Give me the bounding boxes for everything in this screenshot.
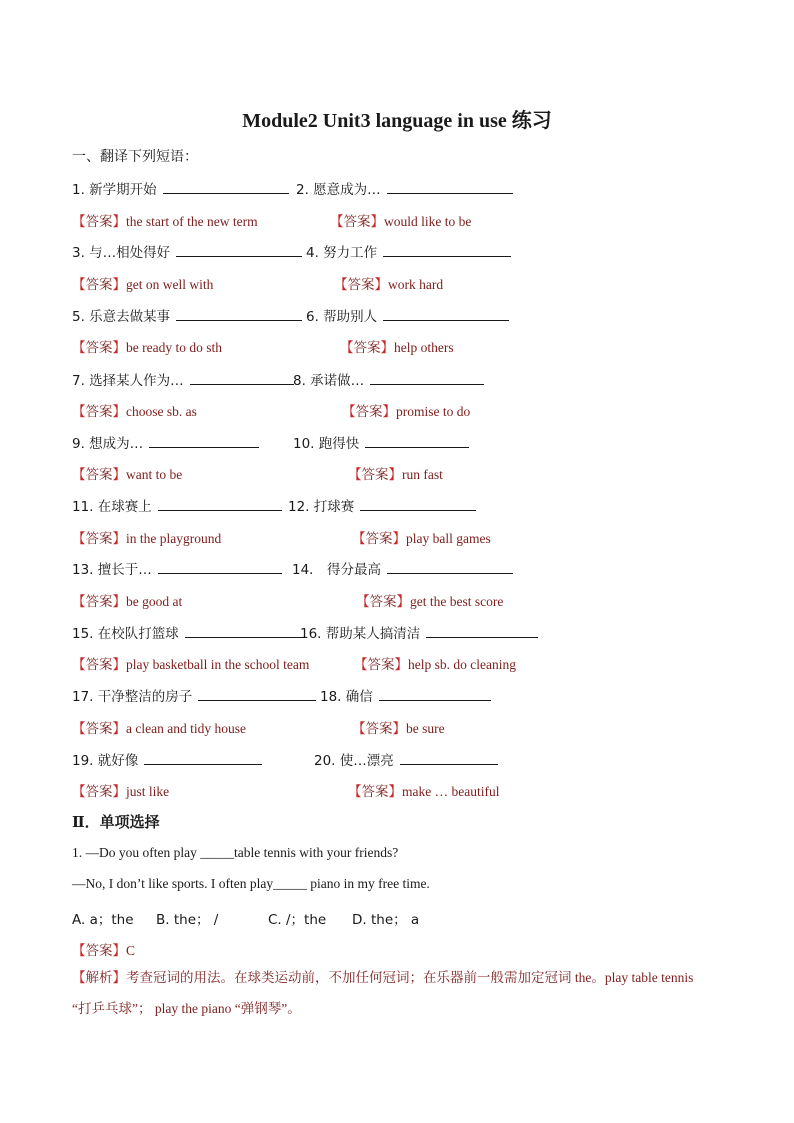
answer-tag-word: 答案 — [367, 657, 395, 673]
answer-english: promise to do — [396, 404, 471, 419]
answer-tag-open: 【 — [348, 784, 362, 800]
answer-tag — [72, 404, 126, 420]
phrase-question-6 — [306, 305, 509, 325]
mc-answer — [72, 939, 135, 959]
answer-tag — [354, 657, 408, 673]
answer-tag — [72, 277, 126, 293]
answer-tag-open: 【 — [72, 214, 86, 230]
answer-tag-open: 【 — [342, 404, 356, 420]
phrase-number: 13. — [72, 562, 98, 578]
answer-blank — [387, 559, 513, 574]
phrase-question-10 — [293, 432, 469, 452]
phrase-question-5 — [72, 305, 302, 325]
answer-tag-word: 答案 — [347, 277, 375, 293]
answer-tag — [342, 404, 396, 420]
phrase-answer-18 — [352, 717, 445, 737]
mc-question-line-2: —No, I don’t like sports. I often play_____ piano in my free time. — [72, 876, 430, 891]
answer-tag-open: 【 — [72, 657, 86, 673]
phrase-question-9 — [72, 432, 259, 452]
phrase-question-13 — [72, 558, 282, 578]
answer-tag-close: 】 — [112, 531, 126, 547]
mc-option-a: A. a；the — [72, 912, 134, 928]
answer-tag-close: 】 — [112, 657, 126, 673]
answer-blank — [400, 750, 498, 765]
answer-blank — [198, 686, 316, 701]
answer-english: a clean and tidy house — [126, 721, 246, 736]
answer-tag-open: 【 — [356, 594, 370, 610]
phrase-answer-7 — [72, 400, 197, 420]
phrase-answer-17 — [72, 717, 246, 737]
answer-tag-word: 答案 — [85, 721, 113, 737]
phrase-chinese: 努力工作 — [323, 245, 378, 261]
explain-line-2: “打乒乓球”； play the piano “弹钢琴”。 — [72, 1001, 301, 1016]
answer-tag-close: 】 — [112, 467, 126, 483]
answer-tag-close: 】 — [388, 784, 402, 800]
phrase-answer-2 — [330, 210, 471, 230]
phrase-chinese: 新学期开始 — [89, 182, 157, 198]
answer-tag-open: 【 — [72, 721, 86, 737]
answer-tag-open: 【 — [352, 531, 366, 547]
phrase-chinese: 承诺做… — [310, 373, 365, 389]
answer-english: choose sb. as — [126, 404, 197, 419]
phrase-question-8 — [293, 369, 484, 389]
section-heading-multiple-choice: Ⅱ．单项选择 — [72, 815, 160, 831]
phrase-chinese: 在校队打篮球 — [97, 626, 179, 642]
mc-option-c: C. /；the — [268, 912, 327, 928]
answer-tag-open: 【 — [354, 657, 368, 673]
answer-english: help others — [394, 340, 454, 355]
answer-blank — [144, 750, 262, 765]
phrase-number: 8. — [293, 373, 311, 389]
answer-tag-word: 答案 — [85, 340, 113, 356]
answer-english: want to be — [126, 467, 183, 482]
answer-tag-open: 【 — [348, 467, 362, 483]
phrase-answer-14 — [356, 590, 503, 610]
answer-tag-close: 】 — [380, 340, 394, 356]
phrase-answer-15 — [72, 653, 309, 673]
mc-answer-value: C — [126, 943, 136, 958]
answer-tag — [72, 467, 126, 483]
answer-english: run fast — [402, 467, 443, 482]
phrase-question-20 — [314, 749, 498, 769]
answer-blank — [426, 623, 538, 638]
answer-tag — [72, 657, 126, 673]
phrase-chinese: 跑得快 — [318, 436, 360, 452]
phrase-chinese: 选择某人作为… — [89, 373, 184, 389]
answer-blank — [383, 242, 511, 257]
phrase-number: 7. — [72, 373, 90, 389]
phrase-answer-1 — [72, 210, 258, 230]
answer-tag-word: 答案 — [369, 594, 397, 610]
phrase-question-16 — [300, 622, 538, 642]
phrase-number: 20. — [314, 753, 340, 769]
answer-blank — [149, 433, 259, 448]
phrase-number: 16. — [300, 626, 326, 642]
answer-tag-word: 答案 — [361, 784, 389, 800]
answer-tag-word: 答案 — [85, 657, 113, 673]
answer-tag-word: 答案 — [361, 467, 389, 483]
answer-tag-word: 答案 — [85, 404, 113, 420]
phrase-answer-10 — [348, 463, 443, 483]
answer-english: get on well with — [126, 277, 214, 292]
answer-blank — [387, 179, 513, 194]
phrase-question-19 — [72, 749, 262, 769]
phrase-chinese: 乐意去做某事 — [89, 309, 171, 325]
answer-english: would like to be — [384, 214, 472, 229]
answer-blank — [190, 370, 294, 385]
phrase-question-11 — [72, 495, 282, 515]
answer-tag-open: 【 — [72, 340, 86, 356]
answer-tag — [348, 784, 402, 800]
answer-english: in the playground — [126, 531, 222, 546]
answer-tag — [352, 531, 406, 547]
phrase-number: 12. — [288, 499, 314, 515]
explain-tag: 【解析】 — [72, 970, 126, 985]
phrase-chinese: 得分最高 — [326, 562, 381, 578]
phrase-number: 14． — [292, 562, 327, 578]
answer-tag-close: 】 — [392, 531, 406, 547]
answer-tag-open: 【 — [72, 531, 86, 547]
phrase-number: 6. — [306, 309, 324, 325]
phrase-question-2 — [296, 178, 513, 198]
phrase-number: 17. — [72, 689, 98, 705]
answer-blank — [176, 242, 302, 257]
answer-blank — [360, 496, 476, 511]
answer-tag-word: 答案 — [353, 340, 381, 356]
answer-tag-word: 答案 — [365, 531, 393, 547]
phrase-number: 10. — [293, 436, 319, 452]
phrase-answer-3 — [72, 273, 213, 293]
answer-tag — [330, 214, 384, 230]
answer-english: play basketball in the school team — [126, 657, 310, 672]
answer-tag-open: 【 — [330, 214, 344, 230]
phrase-number: 2. — [296, 182, 314, 198]
phrase-chinese: 在球赛上 — [97, 499, 152, 515]
phrase-number: 9. — [72, 436, 90, 452]
answer-english: help sb. do cleaning — [408, 657, 516, 672]
mc-question-line-1: 1. —Do you often play _____table tennis with your friends? — [72, 845, 399, 860]
answer-blank — [176, 306, 302, 321]
phrase-chinese: 帮助别人 — [323, 309, 378, 325]
phrase-number: 1. — [72, 182, 90, 198]
answer-tag-open: 【 — [340, 340, 354, 356]
answer-tag-word: 答案 — [85, 531, 113, 547]
answer-tag — [72, 721, 126, 737]
phrase-chinese: 干净整洁的房子 — [97, 689, 193, 705]
phrase-answer-20 — [348, 780, 499, 800]
answer-blank — [158, 496, 282, 511]
answer-tag-close: 】 — [382, 404, 396, 420]
answer-tag-open: 【 — [352, 721, 366, 737]
phrase-answer-5 — [72, 336, 222, 356]
phrase-chinese: 就好像 — [97, 753, 139, 769]
phrase-chinese: 擅长于… — [97, 562, 152, 578]
answer-english: just like — [126, 784, 170, 799]
answer-tag-word: 答案 — [343, 214, 371, 230]
answer-tag — [72, 340, 126, 356]
answer-tag-open: 【 — [72, 277, 86, 293]
answer-blank — [383, 306, 509, 321]
answer-tag-word: 答案 — [85, 784, 113, 800]
answer-tag-close: 】 — [394, 657, 408, 673]
answer-tag-open: 【 — [72, 404, 86, 420]
mc-explanation — [72, 962, 732, 1024]
phrase-chinese: 确信 — [345, 689, 373, 705]
answer-tag — [72, 784, 126, 800]
phrase-number: 5. — [72, 309, 90, 325]
phrase-answer-6 — [340, 336, 454, 356]
phrase-answer-12 — [352, 527, 491, 547]
answer-tag-open: 【 — [72, 784, 86, 800]
answer-tag-close: 】 — [112, 340, 126, 356]
answer-tag — [340, 340, 394, 356]
section-heading-translate: 一、翻译下列短语： — [72, 149, 198, 165]
answer-tag-close: 】 — [396, 594, 410, 610]
answer-english: make … beautiful — [402, 784, 500, 799]
answer-blank — [365, 433, 469, 448]
phrase-number: 18. — [320, 689, 346, 705]
answer-tag — [72, 531, 126, 547]
mc-option-b: B. the； / — [156, 912, 219, 928]
phrase-question-12 — [288, 495, 476, 515]
answer-tag: 【答案】 — [72, 943, 126, 959]
phrase-question-1 — [72, 178, 289, 198]
answer-tag-word: 答案 — [85, 467, 113, 483]
page-title: Module2 Unit3 language in use 练习 — [242, 110, 552, 132]
phrase-chinese: 与…相处得好 — [89, 245, 171, 261]
phrase-chinese: 帮助某人搞清洁 — [325, 626, 421, 642]
answer-tag-close: 】 — [374, 277, 388, 293]
answer-tag-word: 答案 — [355, 404, 383, 420]
phrase-number: 19. — [72, 753, 98, 769]
answer-blank — [158, 559, 282, 574]
answer-tag — [72, 214, 126, 230]
answer-tag-close: 】 — [112, 214, 126, 230]
phrase-answer-16 — [354, 653, 516, 673]
phrase-question-4 — [306, 241, 511, 261]
answer-tag-close: 】 — [112, 277, 126, 293]
answer-blank — [185, 623, 303, 638]
answer-tag-open: 【 — [72, 467, 86, 483]
answer-english: be good at — [126, 594, 183, 609]
answer-english: be ready to do sth — [126, 340, 222, 355]
phrase-question-18 — [320, 685, 491, 705]
mc-option-d: D. the； a — [352, 912, 420, 928]
phrase-number: 11. — [72, 499, 98, 515]
answer-blank — [370, 370, 484, 385]
phrase-chinese: 愿意成为… — [313, 182, 381, 198]
answer-tag-word: 答案 — [85, 277, 113, 293]
answer-tag — [348, 467, 402, 483]
phrase-number: 4. — [306, 245, 324, 261]
answer-tag-word: 答案 — [365, 721, 393, 737]
phrase-chinese: 打球赛 — [313, 499, 355, 515]
phrase-question-17 — [72, 685, 316, 705]
answer-tag — [72, 594, 126, 610]
answer-tag-word: 答案 — [85, 594, 113, 610]
answer-english: play ball games — [406, 531, 491, 546]
answer-tag — [356, 594, 410, 610]
phrase-answer-8 — [342, 400, 470, 420]
answer-tag-close: 】 — [112, 721, 126, 737]
phrase-question-14 — [292, 558, 513, 578]
answer-blank — [163, 179, 289, 194]
answer-tag-close: 】 — [112, 404, 126, 420]
phrase-number: 15. — [72, 626, 98, 642]
answer-tag — [334, 277, 388, 293]
answer-blank — [379, 686, 491, 701]
answer-english: be sure — [406, 721, 445, 736]
phrase-question-7 — [72, 369, 294, 389]
phrase-answer-19 — [72, 780, 169, 800]
answer-tag-close: 】 — [388, 467, 402, 483]
answer-tag-open: 【 — [334, 277, 348, 293]
phrase-answer-4 — [334, 273, 443, 293]
answer-tag-close: 】 — [370, 214, 384, 230]
phrase-chinese: 使…漂亮 — [339, 753, 394, 769]
explain-line-1: 考查冠词的用法。在球类运动前，不加任何冠词；在乐器前一般需加定冠词 the。play table tennis — [126, 970, 694, 985]
answer-tag-close: 】 — [392, 721, 406, 737]
answer-tag — [352, 721, 406, 737]
answer-tag-word: 答案 — [85, 214, 113, 230]
answer-tag-open: 【 — [72, 594, 86, 610]
phrase-question-3 — [72, 241, 302, 261]
answer-english: work hard — [388, 277, 444, 292]
answer-tag-close: 】 — [112, 784, 126, 800]
phrase-chinese: 想成为… — [89, 436, 144, 452]
phrase-answer-11 — [72, 527, 221, 547]
phrase-question-15 — [72, 622, 303, 642]
answer-english: get the best score — [410, 594, 504, 609]
phrase-number: 3. — [72, 245, 90, 261]
answer-tag-close: 】 — [112, 594, 126, 610]
phrase-answer-13 — [72, 590, 182, 610]
answer-english: the start of the new term — [126, 214, 258, 229]
phrase-answer-9 — [72, 463, 182, 483]
